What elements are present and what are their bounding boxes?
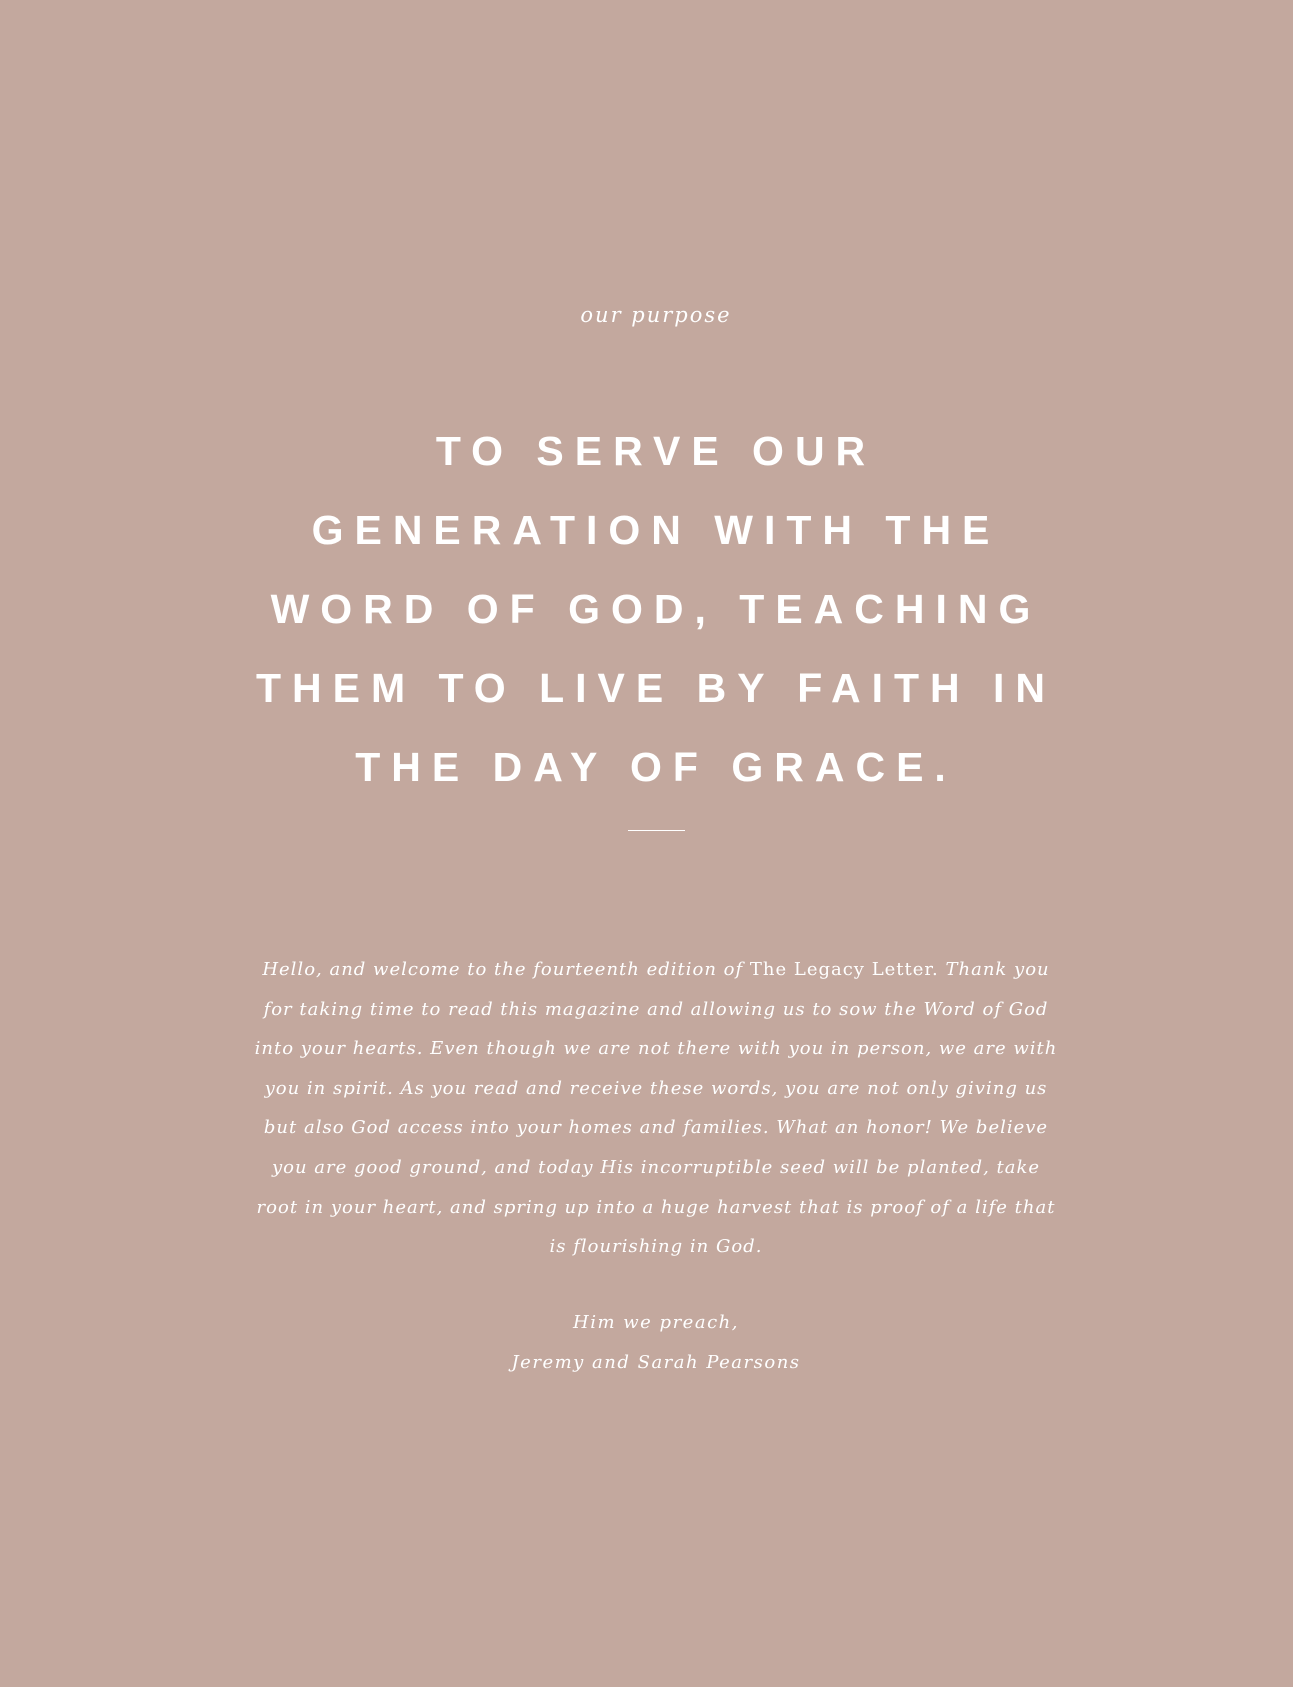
publication-title: The Legacy Letter [749,959,933,980]
welcome-paragraph [253,950,1059,1267]
signoff [0,1303,1312,1382]
headline-line: WORD OF GOD, TEACHING [270,586,1042,632]
headline-line: THEM TO LIVE BY FAITH IN [255,665,1057,711]
signoff-closing: Him we preach, [573,1312,739,1333]
signoff-authors: Jeremy and Sarah Pearsons [511,1351,801,1373]
headline-line: THE DAY OF GRACE. [355,744,957,790]
body-rest: Thank you for taking time to read this magazine and allowing us to sow the Word of God into your hearts. Even though we are not there with you in person, we are with you in spirit. As you read and receive these words, you are not only giving us but also God access into your homes and families. What an honor! We believe you are good ground, and today His incorruptible seed will be planted, take root in your heart, and spring up into a huge harvest that is proof of a life that is flourishing in God. [254,959,1058,1258]
purpose-headline [240,412,1072,807]
headline-line: GENERATION WITH THE [311,507,1001,553]
headline-line: TO SERVE OUR [435,428,877,474]
title-punctuation: . [932,959,946,980]
section-label: our purpose [580,303,732,327]
body-intro: Hello, and welcome to the fourteenth edition of [262,959,750,980]
divider [628,830,685,831]
page-edge [1293,0,1312,1687]
